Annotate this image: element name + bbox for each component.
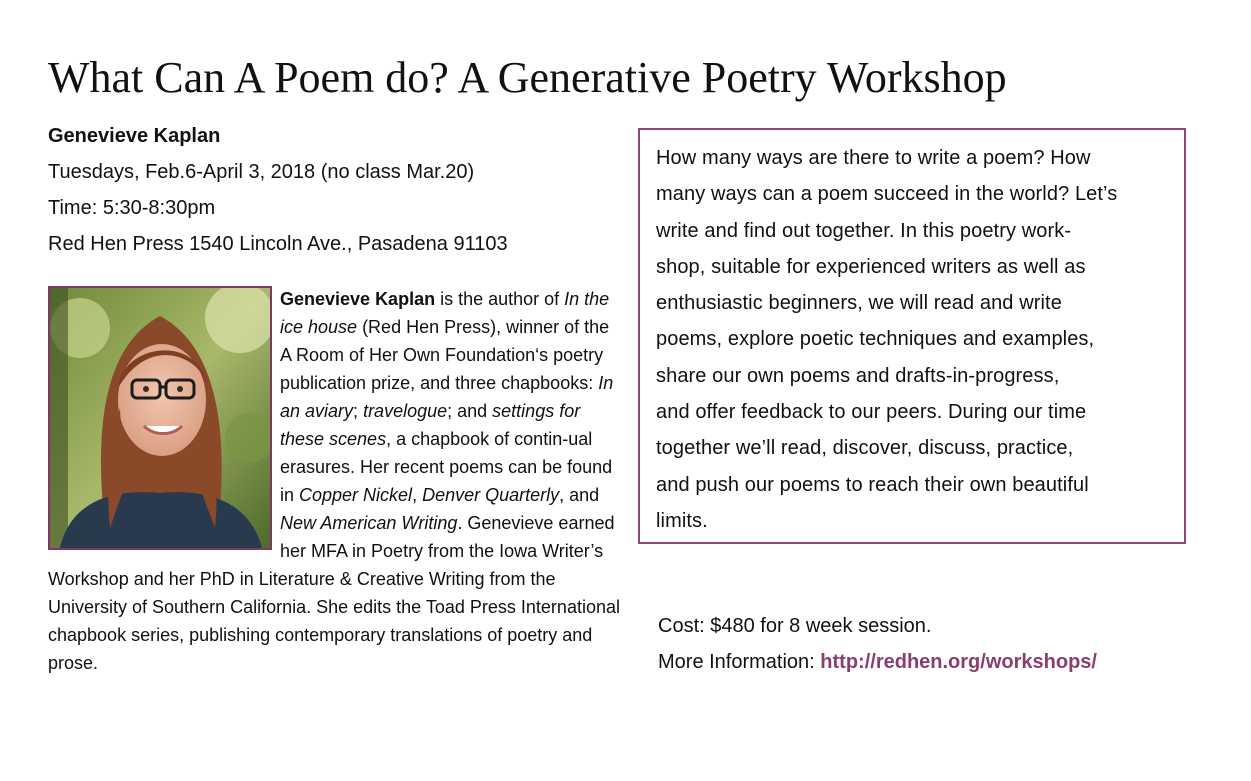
bio-text: ; and bbox=[447, 401, 493, 421]
workshop-location: Red Hen Press 1540 Lincoln Ave., Pasadena 91103 bbox=[48, 233, 508, 255]
description-line: write and find out together. In this poetry work- bbox=[656, 219, 1072, 242]
description-box bbox=[638, 128, 1186, 544]
bio-text: , bbox=[412, 485, 423, 505]
bio-text: , a chapbook of contin-ual erasures. Her recent poems can be found in bbox=[280, 429, 613, 505]
magazine-title: Denver Quarterly bbox=[422, 485, 560, 505]
description-line: enthusiastic beginners, we will read and write bbox=[656, 292, 1062, 315]
description-line: together we’ll read, discover, discuss, practice, bbox=[656, 437, 1074, 460]
instructor-photo bbox=[48, 286, 272, 550]
instructor-bio bbox=[48, 285, 623, 677]
workshop-info bbox=[48, 118, 628, 262]
description-line: poems, explore poetic techniques and examples, bbox=[656, 328, 1095, 351]
description-line: shop, suitable for experienced writers as well as bbox=[656, 255, 1086, 278]
portrait-image bbox=[50, 288, 270, 548]
instructor-name: Genevieve Kaplan bbox=[48, 125, 221, 147]
bio-text: is the author of bbox=[435, 289, 565, 309]
magazine-title: Copper Nickel bbox=[299, 485, 413, 505]
chapbook-title: In an aviary bbox=[280, 373, 614, 421]
description-line: and push our poems to reach their own beautiful bbox=[656, 473, 1089, 496]
chapbook-title: travelogue bbox=[363, 401, 448, 421]
bio-text: ; bbox=[353, 401, 364, 421]
cost-info bbox=[658, 608, 1097, 680]
description-line: How many ways are there to write a poem? How bbox=[656, 147, 1091, 169]
bio-text: (Red Hen Press), winner of the A Room of Her Own Foundation‘s poetry publication prize, and three chapbooks: bbox=[280, 317, 610, 393]
description-line: many ways can a poem succeed in the world? Let’s bbox=[656, 183, 1118, 206]
description-line: limits. bbox=[656, 509, 708, 532]
bio-text: . Genevieve earned her MFA in Poetry from the Iowa Writer’s Workshop and her PhD in Literature & Creative Writing from the University of Southern California. She edits the Toad Press International chapbook series, publishing contemporary translations of poetry and prose. bbox=[48, 513, 620, 673]
bio-text: , and bbox=[559, 485, 600, 505]
bio-name: Genevieve Kaplan bbox=[280, 289, 436, 309]
more-info bbox=[658, 644, 1097, 680]
chapbook-title: settings for these scenes bbox=[280, 401, 581, 449]
cost-text: Cost: $480 for 8 week session. bbox=[658, 615, 932, 637]
magazine-title: New American Writing bbox=[280, 513, 458, 533]
description-line: share our own poems and drafts-in-progress, bbox=[656, 364, 1060, 387]
workshop-dates: Tuesdays, Feb.6-April 3, 2018 (no class Mar.20) bbox=[48, 161, 475, 183]
workshops-link[interactable]: http://redhen.org/workshops/ bbox=[820, 651, 1097, 673]
description-line: and offer feedback to our peers. During our time bbox=[656, 401, 1087, 424]
more-info-label: More Information: bbox=[658, 651, 821, 673]
book-title: In the ice house bbox=[280, 289, 610, 337]
page-title: What Can A Poem do? A Generative Poetry Workshop bbox=[48, 53, 1007, 102]
workshop-time: Time: 5:30-8:30pm bbox=[48, 197, 216, 219]
